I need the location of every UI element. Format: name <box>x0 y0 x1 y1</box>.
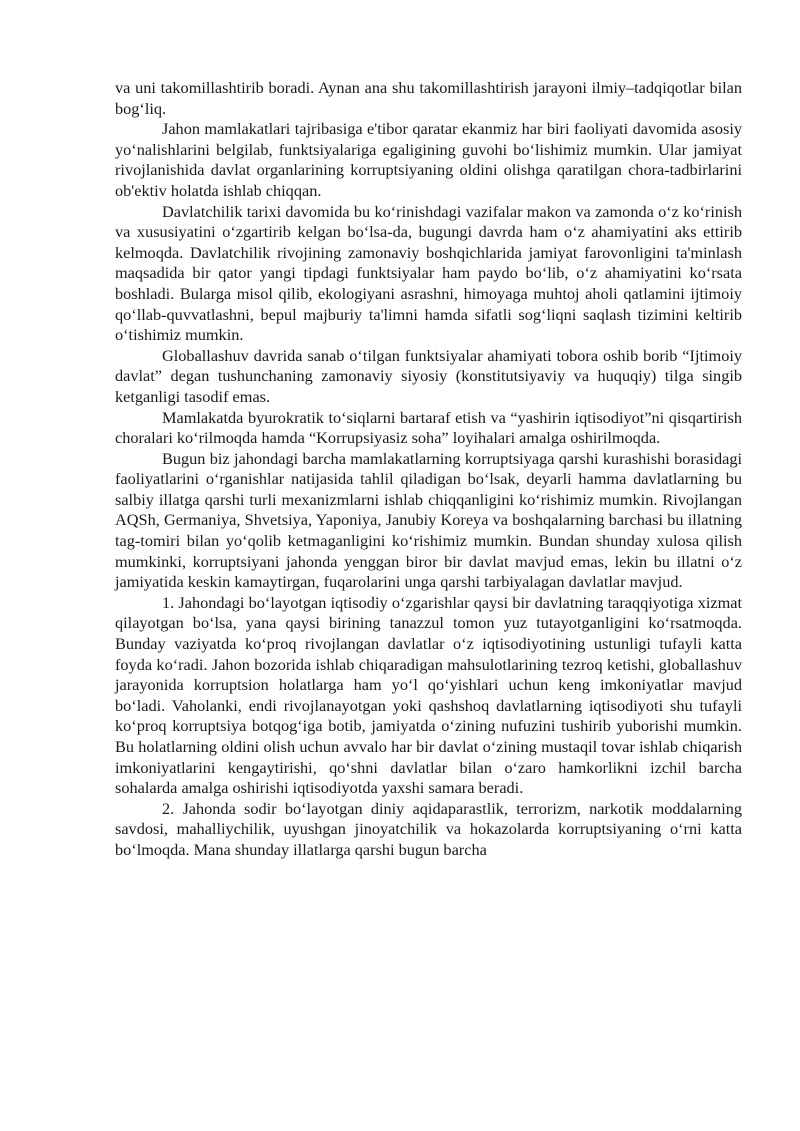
paragraph-8: 2. Jahonda sodir bo‘layotgan diniy aqidaparastlik, terrorizm, narkotik moddalarning savdosi, mahalliychilik, uyushgan jinoyatchilik va hokazolarda korruptsiyaning o‘rni katta bo‘lmoqda. Mana shunday illatlarga qarshi bugun barcha <box>115 798 742 859</box>
paragraph-1: va uni takomillashtirib boradi. Aynan ana shu takomillashtirish jarayoni ilmiy–tadqiqotlar bilan bog‘liq. <box>115 78 742 118</box>
paragraph-3: Davlatchilik tarixi davomida bu ko‘rinishdagi vazifalar makon va zamonda o‘z ko‘rinish va xususiyatini o‘zgartirib kelgan bo‘lsa-da, bugungi davrda ham o‘z ahamiyatini aks ettirib kelmoqda. Davlatchilik rivojining zamonaviy boshqichlarida jamiyat farovonligini ta'minlash maqsadida bir qator yangi tipdagi funktsiyalar ham paydo bo‘lib, o‘z ahamiyatini ko‘rsata boshladi. Bularga misol qilib, ekologiyani asrashni, himoyaga muhtoj aholi qatlamini ijtimoiy qo‘llab-quvvatlashni, bepul majburiy ta'limni hamda sifatli sog‘liqni saqlash tizimini keltirib o‘tishimiz mumkin. <box>115 201 742 345</box>
paragraph-6: Bugun biz jahondagi barcha mamlakatlarning korruptsiyaga qarshi kurashishi borasidagi faoliyatlarini o‘rganishlar natijasida tahlil qiladigan bo‘lsak, deyarli hamma davlatlarning bu salbiy illatga qarshi turli mexanizmlarni ishlab chiqqanligini ko‘rishimiz mumkin. Rivojlangan AQSh, Germaniya, Shvetsiya, Yaponiya, Janubiy Koreya va boshqalarning barchasi bu illatning tag-tomiri bilan yo‘qolib ketmaganligini ko‘rishimiz mumkin. Bundan shunday xulosa qilish mumkinki, korruptsiyani jahonda yenggan biror bir davlat mavjud emas, lekin bu illatni o‘z jamiyatida keskin kamaytirgan, fuqarolarini unga qarshi tarbiyalagan davlatlar mavjud. <box>115 448 742 592</box>
document-page <box>115 78 742 861</box>
paragraph-7: 1. Jahondagi bo‘layotgan iqtisodiy o‘zgarishlar qaysi bir davlatning taraqqiyotiga xizmat qilayotgan bo‘lsa, yana qaysi birining tanazzul tomon yuz tutayotganligini ko‘rsatmoqda. Bunday vaziyatda ko‘proq rivojlangan davlatlar o‘z iqtisodiyotining ustunligi tufayli katta foyda ko‘radi. Jahon bozorida ishlab chiqaradigan mahsulotlarining tezroq ketishi, globallashuv jarayonida korruptsion holatlarga ham yo‘l qo‘yishlari uchun keng imkoniyatlar mavjud bo‘ladi. Vaholanki, endi rivojlanayotgan yoki qashshoq davlatlarning iqtisodiyoti shu tufayli ko‘proq korruptsiya botqog‘iga botib, jamiyatda o‘zining nufuzini tushirib yuborishi mumkin. Bu holatlarning oldini olish uchun avvalo har bir davlat o‘zining mustaqil tovar ishlab chiqarish imkoniyatlarini kengaytirishi, qo‘shni davlatlar bilan o‘zaro hamkorlikni izchil barcha sohalarda amalga oshirishi iqtisodiyotda yaxshi samara beradi. <box>115 592 742 798</box>
paragraph-5: Mamlakatda byurokratik to‘siqlarni bartaraf etish va “yashirin iqtisodiyot”ni qisqartirish choralari ko‘rilmoqda hamda “Korrupsiyasiz soha” loyihalari amalga oshirilmoqda. <box>115 407 742 448</box>
paragraph-2: Jahon mamlakatlari tajribasiga e'tibor qaratar ekanmiz har biri faoliyati davomida asosiy yo‘nalishlarini belgilab, funktsiyalariga egaligining guvohi bo‘lishimiz mumkin. Ular jamiyat rivojlanishida davlat organlarining korruptsiyaning oldini olishga qaratilgan chora-tadbirlarini ob'ektiv holatda ishlab chiqqan. <box>115 119 742 200</box>
paragraph-4: Globallashuv davrida sanab o‘tilgan funktsiyalar ahamiyati tobora oshib borib “Ijtimoiy davlat” degan tushunchaning zamonaviy siyosiy (konstitutsiyaviy va huquqiy) tilga singib ketganligi tasodif emas. <box>115 345 742 406</box>
